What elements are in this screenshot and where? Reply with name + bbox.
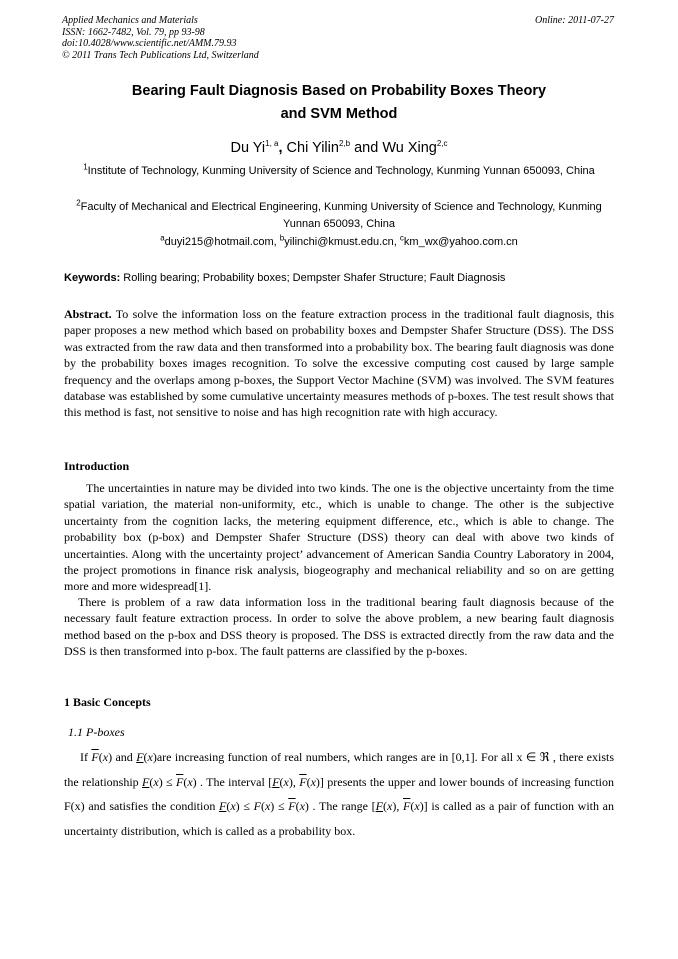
abstract-label: Abstract.: [64, 307, 112, 321]
keywords-label: Keywords:: [64, 272, 121, 284]
author-separator: ,: [278, 140, 287, 156]
pbox-text-5: presents the upper and lower bounds of increasing function F(x) and satisfies the condition: [64, 774, 615, 813]
author-chi-yilin: Chi Yilin: [286, 140, 339, 156]
abstract: [64, 306, 614, 421]
online-date: Online: 2011-07-27: [535, 15, 614, 26]
title-line-1: Bearing Fault Diagnosis Based on Probability Boxes Theory: [131, 83, 547, 99]
author-du-yi-sup: 1, a: [265, 139, 279, 149]
pboxes-subheading: 1.1 P-boxes: [68, 725, 125, 739]
formula-range: [F(x), $\overline{F}(x)$]: [371, 799, 428, 813]
affiliation-1: [64, 163, 614, 180]
author-separator-and: and: [350, 140, 383, 156]
pbox-text-7: is called as a pair of function with an uncertainty distribution, which is called as a probability box.: [64, 799, 615, 838]
journal-header: [62, 15, 259, 61]
journal-name: Applied Mechanics and Materials: [62, 15, 198, 26]
pbox-text-1: If: [80, 750, 92, 764]
copyright-line: © 2011 Trans Tech Publications Ltd, Switzerland: [62, 49, 259, 61]
title-line-2: and SVM Method: [280, 106, 398, 122]
formula-condition: $F(x) \le F(x) \le \overline{F}(x)$: [219, 799, 309, 813]
abstract-text: To solve the information loss on the feature extraction process in the traditional fault diagnosis, this paper proposes a new method which based on probability boxes and Dempster Shafer Structure (DSS). The DSS was extracted from the raw data and then transformed into a probability box. The bearing fault diagnosis was done by the probability boxes images recognition. To solve the excessive computing cost caused by large sample frequency and the overlaps among p-boxes, the Support Vector Machine (SVM) was involved. The SVM features database was established by some cumulative uncertainty measures methods of p-boxes. The test result shows that this method is fast, not sensitive to noise and has high recognition rate with high accuracy.: [64, 307, 614, 420]
author-wu-xing: Wu Xing: [382, 140, 437, 156]
formula-interval: [F(x), $\overline{F}(x)$]: [268, 774, 324, 789]
affiliation-2-text: Faculty of Mechanical and Electrical Engineering, Kunming University of Science and Technology, Kunming Yunnan 650093, China: [80, 201, 602, 230]
affiliation-2-sup: 2: [76, 198, 81, 208]
doi-line: doi:10.4028/www.scientific.net/AMM.79.93: [62, 38, 237, 49]
email-a: duyi215@hotmail.com,: [164, 236, 280, 248]
pbox-text-2: and: [112, 750, 137, 764]
pbox-text-4: . The interval: [196, 774, 269, 789]
paper-title: [64, 80, 614, 126]
email-c-sup: c: [399, 233, 404, 243]
basic-concepts-heading: 1 Basic Concepts: [64, 695, 151, 709]
pbox-definition-paragraph: [64, 745, 614, 843]
issn-line: ISSN: 1662-7482, Vol. 79, pp 93-98: [62, 26, 205, 38]
affiliation-1-text: Institute of Technology, Kunming University of Science and Technology, Kunming Yunnan 650093, China: [87, 165, 595, 177]
author-wu-xing-sup: 2,c: [436, 139, 448, 149]
author-list: [64, 138, 614, 158]
pbox-text-3: are increasing function of real numbers, which ranges are in [0,1]. For all x ∈ ℜ , there exists the relationship: [64, 750, 615, 789]
affiliation-1-sup: 1: [83, 162, 88, 172]
author-chi-yilin-sup: 2,b: [338, 139, 351, 149]
author-du-yi: Du Yi: [230, 140, 266, 156]
email-a-sup: a: [160, 233, 165, 243]
introduction-paragraph-1: The uncertainties in nature may be divided into two kinds. The one is the objective uncertainty from the time spatial variation, the material non-uniformity, etc., which is unable to change. The other is the subjective uncertainty from the cognition lacks, the metering equipment difference, etc., which is able to change. The probability box (p-box) and Dempster Shafer Structure (DSS) theory can deal with above two kinds of uncertainties. Along with the uncertainty project’ advancement of American Sandia Country Laboratory in 2004, the project promotions in finance risk analysis, biogeography and mechanical reliability and so on are getting more and more widespread[1].: [64, 481, 614, 594]
email-b: yilinchi@kmust.edu.cn,: [284, 236, 400, 248]
formula-relationship: $F(x) \le \overline{F}(x)$: [142, 774, 197, 789]
formula-upper-f: $\overline{F}(x)$: [91, 750, 113, 764]
introduction-paragraph-2: There is problem of a raw data information loss in the traditional bearing fault diagnosis because of the necessary fault feature extraction process. In order to solve the above problem, a new bearing fault diagnosis method based on the p-box and DSS theory is proposed. The DSS is extracted directly from the raw data and the DSS is then transformed into p-box. The fault patterns are classified by the p-boxes.: [64, 595, 614, 659]
introduction-heading: Introduction: [64, 459, 130, 473]
keywords: [64, 270, 614, 287]
email-b-sup: b: [279, 233, 285, 243]
email-c: km_wx@yahoo.com.cn: [403, 236, 518, 248]
keywords-text: Rolling bearing; Probability boxes; Dempster Shafer Structure; Fault Diagnosis: [120, 272, 506, 284]
formula-lower-f: F(x): [136, 750, 157, 764]
pbox-text-6: . The range: [308, 799, 372, 813]
email-list: [64, 234, 614, 251]
affiliation-2: [64, 199, 614, 233]
